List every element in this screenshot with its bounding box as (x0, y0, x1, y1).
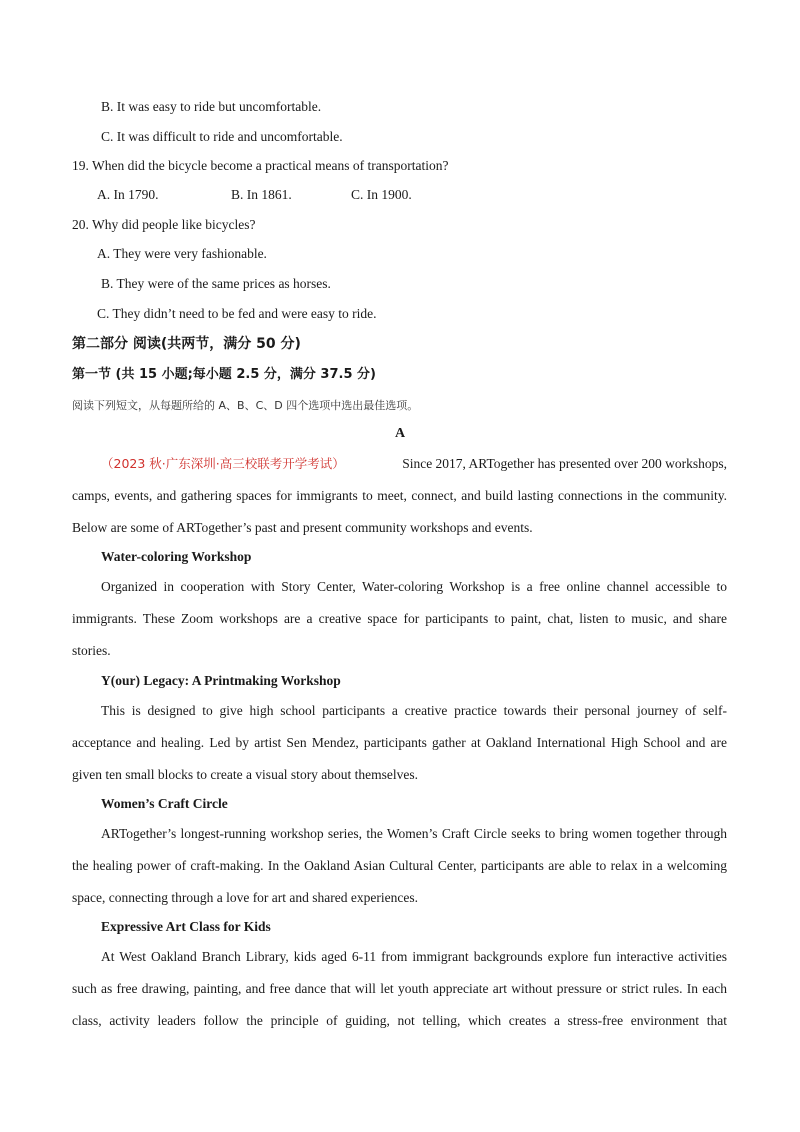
workshop-heading: Expressive Art Class for Kids (101, 919, 271, 934)
paragraph-line: acceptance and healing. Led by artist Sen Mendez, participants gather at Oakland International High School and are (72, 735, 727, 750)
paragraph-line: ARTogether’s longest-running workshop series, the Women’s Craft Circle seeks to bring women together through (101, 826, 727, 841)
q20-stem: 20. Why did people like bicycles? (72, 217, 256, 232)
paragraph-line: the healing power of craft-making. In the Oakland Asian Cultural Center, participants are able to relax in a welcoming (72, 858, 727, 873)
q19-option-a: A. In 1790. (97, 187, 159, 202)
intro-line-3: Below are some of ARTogether’s past and present community workshops and events. (72, 520, 533, 535)
paragraph-line: stories. (72, 643, 111, 658)
workshop-heading: Women’s Craft Circle (101, 796, 228, 811)
part-title: 第二部分 阅读(共两节，满分 50 分) (72, 336, 301, 352)
intro-line-1: Since 2017, ARTogether has presented over 200 workshops, (402, 456, 727, 471)
paragraph-line: such as free drawing, painting, and free dance that will let youth appreciate art without pressure or strict rules. In each (72, 981, 727, 996)
q18-option-b: B. It was easy to ride but uncomfortable. (101, 99, 322, 114)
q19-option-c: C. In 1900. (351, 187, 412, 202)
paragraph-line: given ten small blocks to create a visual story about themselves. (72, 767, 419, 782)
instruction-text: 阅读下列短文，从每题所给的 A、B、C、D 四个选项中选出最佳选项。 (72, 399, 419, 412)
section-subtitle: 第一节 (共 15 小题;每小题 2.5 分，满分 37.5 分) (72, 367, 376, 382)
paragraph-line: immigrants. These Zoom workshops are a creative space for participants to paint, chat, listen to music, and share (72, 611, 727, 626)
intro-line-2: camps, events, and gathering spaces for immigrants to meet, connect, and build lasting connections in the community. (72, 488, 727, 503)
paragraph-line: space, connecting through a love for art and shared experiences. (72, 890, 418, 905)
workshop-heading: Water-coloring Workshop (101, 549, 252, 564)
q20-option-c: C. They didn’t need to be fed and were easy to ride. (97, 306, 377, 321)
source-label: （2023 秋·广东深圳·高三校联考开学考试） (101, 456, 345, 471)
paragraph-line: This is designed to give high school participants a creative practice towards their personal journey of self- (101, 703, 727, 718)
intro-first-line (101, 456, 345, 472)
q18-option-c: C. It was difficult to ride and uncomfortable. (101, 129, 343, 144)
paragraph-line: At West Oakland Branch Library, kids aged 6-11 from immigrant backgrounds explore fun interactive activities (101, 949, 727, 964)
workshop-heading: Y(our) Legacy: A Printmaking Workshop (101, 673, 341, 688)
q20-option-b: B. They were of the same prices as horses. (101, 276, 331, 291)
q20-option-a: A. They were very fashionable. (97, 246, 267, 261)
paragraph-line: Organized in cooperation with Story Center, Water-coloring Workshop is a free online channel accessible to (101, 579, 727, 594)
paragraph-line: class, activity leaders follow the principle of guiding, not telling, which creates a stress-free environment that (72, 1013, 727, 1028)
q19-stem: 19. When did the bicycle become a practical means of transportation? (72, 158, 449, 173)
passage-letter: A (395, 426, 406, 441)
q19-option-b: B. In 1861. (231, 187, 292, 202)
